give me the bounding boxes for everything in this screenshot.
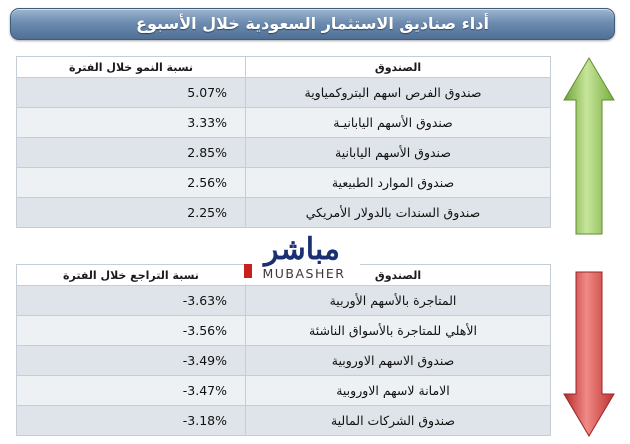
page-title: أداء صناديق الاستثمار السعودية خلال الأسبوع [10,8,615,40]
down-arrow-icon [562,270,616,438]
table-row [17,316,551,346]
fund-name: الامانة لاسهم الاوروبية [246,376,551,406]
fund-rate: 2.25% [17,198,246,228]
table-row [17,78,551,108]
table-row [17,168,551,198]
fund-name: صندوق الموارد الطبيعية [246,168,551,198]
header-rate: نسبة النمو خلال الفترة [17,57,246,78]
fund-name: صندوق الأسهم اليابانيـة [246,108,551,138]
table-row [17,406,551,436]
fund-rate: 2.85% [17,138,246,168]
fund-name: صندوق الفرص اسهم البتروكمياوية [246,78,551,108]
decline-table [16,264,551,436]
header-rate: نسبة التراجع خلال الفترة [17,265,246,286]
table-row [17,198,551,228]
table-row [17,286,551,316]
mubasher-logo [244,234,360,284]
fund-name: المتاجرة بالأسهم الأوربية [246,286,551,316]
fund-rate: 3.33% [17,108,246,138]
fund-rate: 2.56% [17,168,246,198]
table-row [17,138,551,168]
fund-name: الأهلي للمتاجرة بالأسواق الناشئة [246,316,551,346]
table-header [17,57,551,78]
fund-rate: -3.49% [17,346,246,376]
logo-accent [244,264,252,278]
fund-rate: -3.18% [17,406,246,436]
fund-rate: -3.63% [17,286,246,316]
logo-arabic-text: مباشر [264,232,340,267]
fund-name: صندوق الاسهم الاوروبية [246,346,551,376]
table-row [17,346,551,376]
logo-latin-text: MUBASHER [262,266,346,281]
header-fund: الصندوق [246,57,551,78]
fund-name: صندوق الشركات المالية [246,406,551,436]
fund-rate: 5.07% [17,78,246,108]
up-arrow-icon [562,56,616,236]
table-row [17,108,551,138]
table-row [17,376,551,406]
fund-rate: -3.56% [17,316,246,346]
fund-name: صندوق السندات بالدولار الأمريكي [246,198,551,228]
growth-table [16,56,551,228]
fund-name: صندوق الأسهم اليابانية [246,138,551,168]
header-fund: الصندوق [246,265,551,286]
fund-rate: -3.47% [17,376,246,406]
